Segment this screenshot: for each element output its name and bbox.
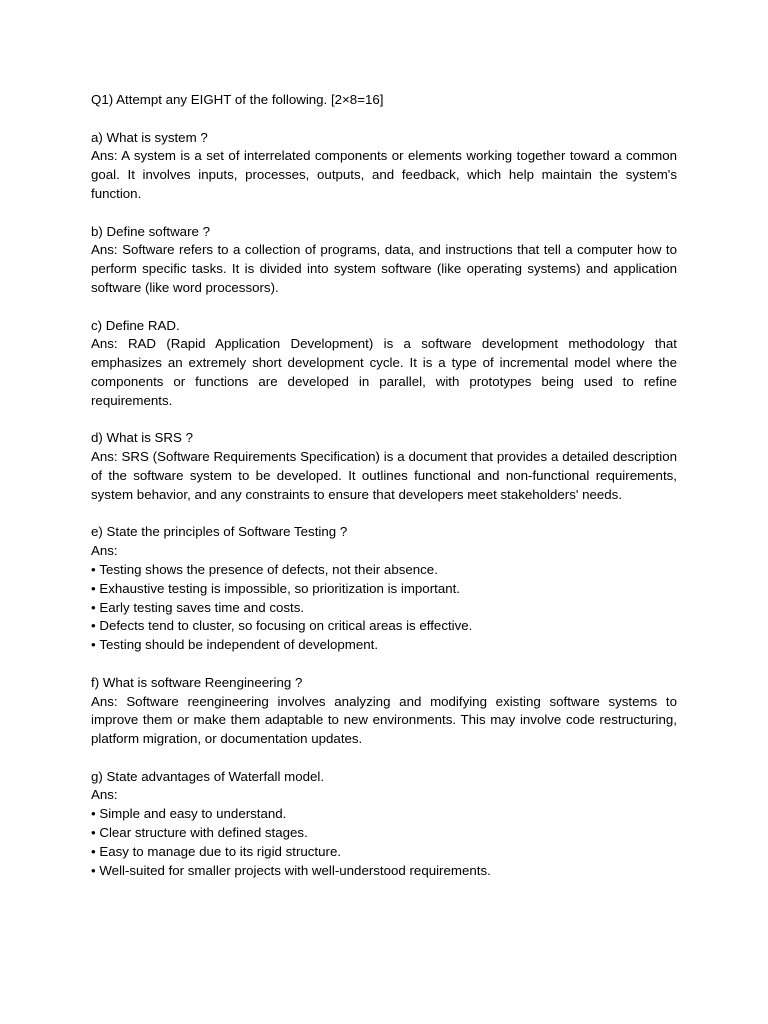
question-title: a) What is system ? bbox=[91, 129, 208, 145]
list-item: • Testing should be independent of development. bbox=[91, 636, 677, 655]
question-answer: Ans: bbox=[91, 787, 118, 803]
document-heading: Q1) Attempt any EIGHT of the following. [2×8=16] bbox=[91, 92, 384, 107]
list-item: • Simple and easy to understand. bbox=[91, 805, 677, 824]
question-c bbox=[91, 317, 677, 411]
question-a bbox=[91, 129, 677, 204]
question-title: c) Define RAD. bbox=[91, 317, 180, 333]
list-item: • Testing shows the presence of defects, not their absence. bbox=[91, 561, 677, 580]
question-title: e) State the principles of Software Testing ? bbox=[91, 524, 348, 540]
question-e bbox=[91, 523, 677, 655]
bullet-list bbox=[91, 561, 677, 655]
list-item: • Early testing saves time and costs. bbox=[91, 599, 677, 618]
question-answer: Ans: Software reengineering involves analyzing and modifying existing software systems to improve them or make them adaptable to new environments. This may involve code restructuring, platform migration, or documentation updates. bbox=[91, 693, 677, 747]
question-answer: Ans: RAD (Rapid Application Development) is a software development methodology that emphasizes an extremely short development cycle. It is a type of incremental model where the components or functions are developed in parallel, with prototypes being used to refine requirements. bbox=[91, 336, 677, 408]
list-item: • Easy to manage due to its rigid structure. bbox=[91, 843, 677, 862]
question-b bbox=[91, 223, 677, 298]
question-answer: Ans: A system is a set of interrelated components or elements working together toward a common goal. It involves inputs, processes, outputs, and feedback, which help maintain the system's function. bbox=[91, 148, 677, 201]
list-item: • Defects tend to cluster, so focusing on critical areas is effective. bbox=[91, 617, 677, 636]
question-answer: Ans: bbox=[91, 543, 118, 559]
question-f bbox=[91, 674, 677, 749]
bullet-list bbox=[91, 805, 677, 880]
question-title: d) What is SRS ? bbox=[91, 430, 193, 446]
question-answer: Ans: SRS (Software Requirements Specification) is a document that provides a detailed description of the software system to be developed. It outlines functional and non-functional requirements, system behavior, and any constraints to ensure that developers meet stakeholders' needs. bbox=[91, 449, 677, 502]
list-item: • Clear structure with defined stages. bbox=[91, 824, 677, 843]
document-page bbox=[91, 91, 677, 899]
question-g bbox=[91, 768, 677, 881]
list-item: • Exhaustive testing is impossible, so prioritization is important. bbox=[91, 580, 677, 599]
question-answer: Ans: Software refers to a collection of programs, data, and instructions that tell a computer how to perform specific tasks. It is divided into system software (like operating systems) and application software (like word processors). bbox=[91, 242, 677, 295]
question-title: f) What is software Reengineering ? bbox=[91, 674, 303, 690]
list-item: • Well-suited for smaller projects with well-understood requirements. bbox=[91, 862, 677, 881]
question-title: g) State advantages of Waterfall model. bbox=[91, 768, 325, 784]
question-d bbox=[91, 429, 677, 504]
question-title: b) Define software ? bbox=[91, 223, 210, 239]
